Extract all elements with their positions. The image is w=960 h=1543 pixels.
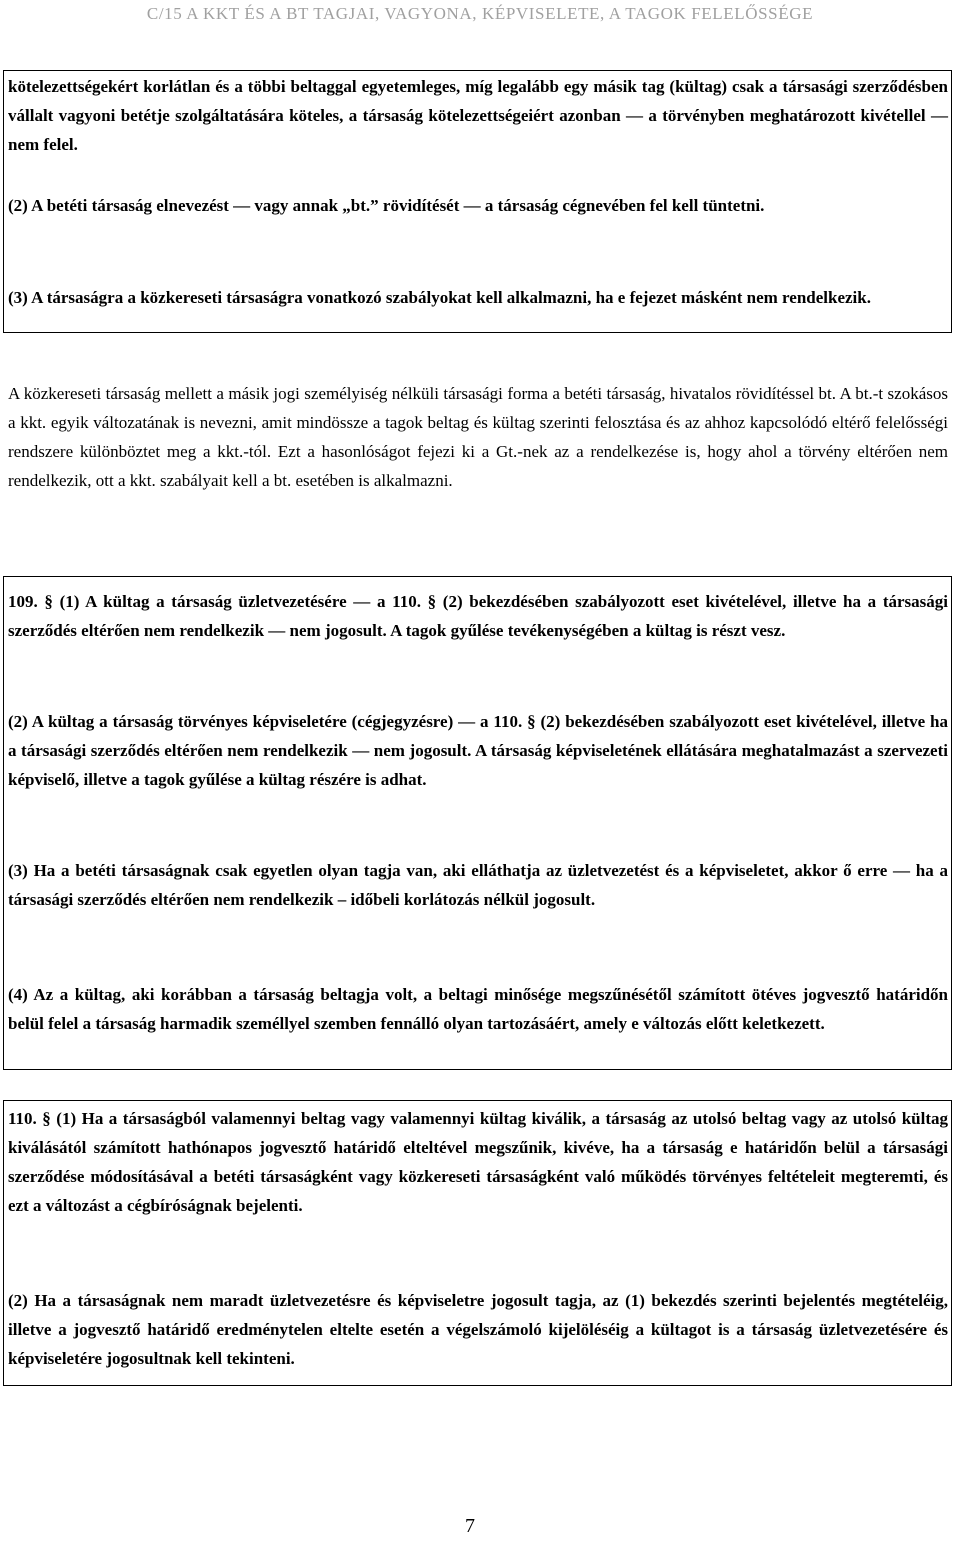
statute-110-para-1: 110. § (1) Ha a társaságból valamennyi beltag vagy valamennyi kültag kiválik, a társaság az utolsó beltag vagy az utolsó kültag kiválásától számított hathónapos jogvesztő határidő elteltével megszűnik, kivéve, ha a társaság e határidőn belül a társasági szerződése módosításával a betéti társaságként vagy közkereseti társaságként való működés törvényes feltételeit megteremti, és ezt a változást a cégbíróságnak bejelenti. bbox=[8, 1109, 948, 1215]
page-number: 7 bbox=[465, 1515, 475, 1537]
statute-110-para-2: (2) Ha a társaságnak nem maradt üzletvezetésre és képviseletre jogosult tagja, az (1) bekezdés szerinti bejelentés megtételéig, illetve a jogvesztő határidő eredménytelen eltelte esetén a végelszámoló kijelöléséig a kültagot is a társaság üzletvezetésére és képviseletére jogosultnak kell tekinteni. bbox=[8, 1291, 948, 1368]
statute-108-para-2: (2) A betéti társaság elnevezést — vagy annak „bt.” rövidítését — a társaság cégnevében fel kell tüntetni. bbox=[8, 196, 765, 215]
statute-109-para-4: (4) Az a kültag, aki korábban a társaság beltagja volt, a beltagi minősége megszűnésétől számított ötéves jogvesztő határidőn belül felel a társaság harmadik személlyel szemben fennálló olyan tartozásáért, amely e változás előtt keletkezett. bbox=[8, 985, 948, 1033]
running-header: C/15 A KKT ÉS A BT TAGJAI, VAGYONA, KÉPVISELETE, A TAGOK FELELŐSSÉGE bbox=[146, 4, 814, 23]
statute-108-continuation: kötelezettségekért korlátlan és a többi beltaggal egyetemleges, míg legalább egy másik tag (kültag) csak a társasági szerződésben vállalt vagyoni betétje szolgáltatására köteles, a társaság kötelezettségeiért azonban — a törvényben meghatározott kivétellel — nem felel. bbox=[8, 77, 948, 154]
statute-108-para-3: (3) A társaságra a közkereseti társaságra vonatkozó szabályokat kell alkalmazni, ha e fejezet másként nem rendelkezik. bbox=[8, 288, 871, 307]
statute-109-para-1: 109. § (1) A kültag a társaság üzletvezetésére — a 110. § (2) bekezdésében szabályozott eset kivételével, illetve ha a társasági szerződés eltérően nem rendelkezik — nem jogosult. A tagok gyűlése tevékenységében a kültag is részt vesz. bbox=[8, 592, 948, 640]
statute-109-para-2: (2) A kültag a társaság törvényes képviseletére (cégjegyzésre) — a 110. § (2) bekezdésében szabályozott eset kivételével, illetve ha a társasági szerződés eltérően nem rendelkezik — nem jogosult. A társaság képviseletének ellátására meghatalmazást a szervezeti képviselő, illetve a tagok gyűlése a kültag részére is adhat. bbox=[8, 712, 948, 789]
commentary-paragraph: A közkereseti társaság mellett a másik jogi személyiség nélküli társasági forma a betéti társaság, hivatalos rövidítéssel bt. A bt.-t szokásos a kkt. egyik változatának is nevezni, amit mindössze a tagok beltag és kültag szerinti felosztása és az ahhoz kapcsolódó eltérő felelősségi rendszere különböztet meg a kkt.-tól. Ezt a hasonlóságot fejezi ki a Gt.-nek az a rendelkezése is, hogy ahol a törvény eltérően nem rendelkezik, ott a kkt. szabályait kell a bt. esetében is alkalmazni. bbox=[8, 384, 948, 490]
statute-109-para-3: (3) Ha a betéti társaságnak csak egyetlen olyan tagja van, aki elláthatja az üzletvezetést és a képviseletet, akkor ő erre — ha a társasági szerződés eltérően nem rendelkezik – időbeli korlátozás nélkül jogosult. bbox=[8, 861, 948, 909]
